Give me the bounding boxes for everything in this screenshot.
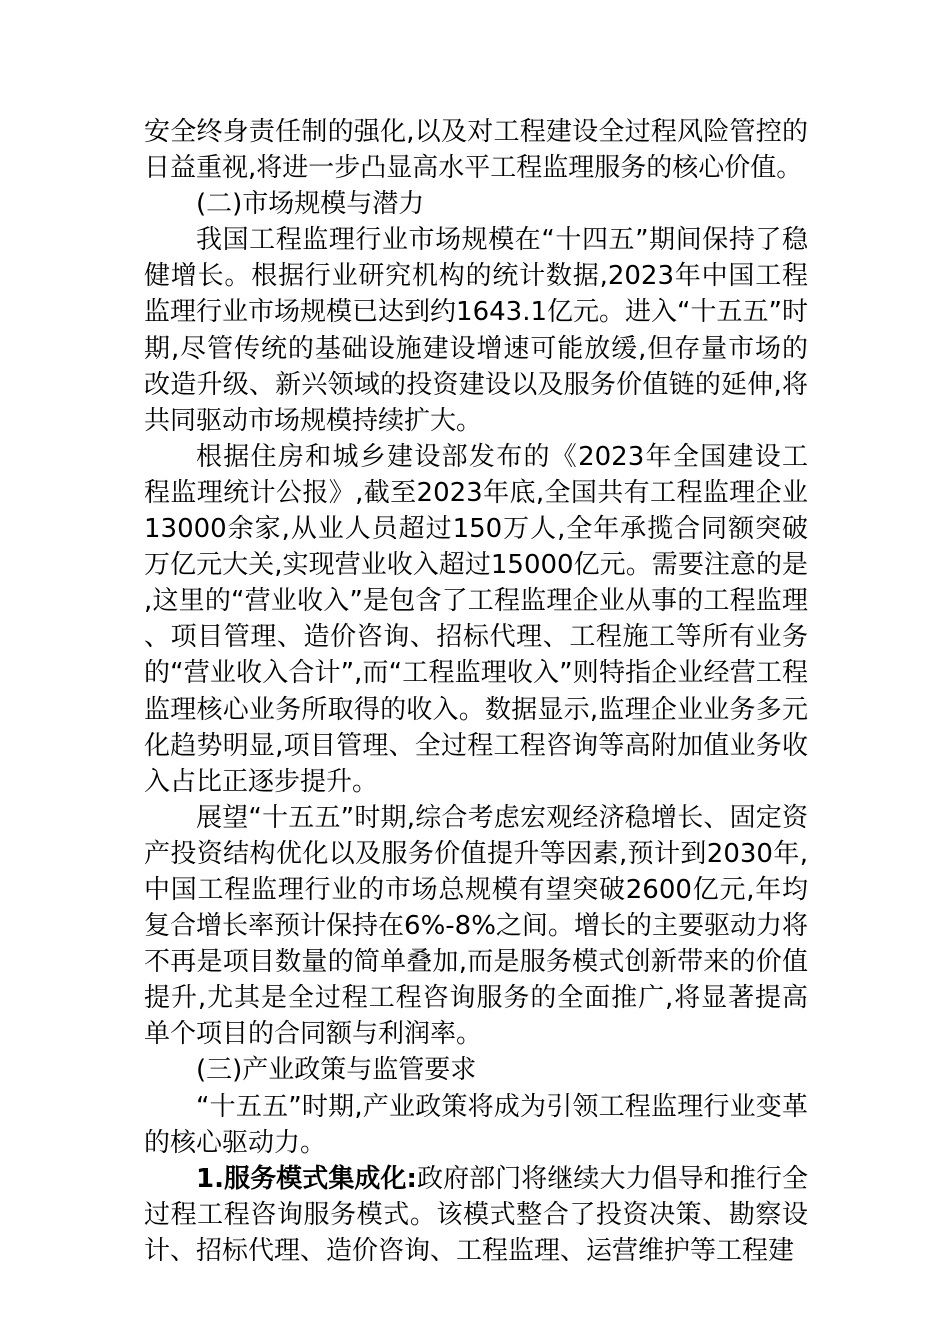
paragraph-service-integration bbox=[144, 1161, 808, 1269]
paragraph-policy-intro: “十五五”时期,产业政策将成为引领工程监理行业变革的核心驱动力。 bbox=[144, 1091, 808, 1158]
paragraph-outlook: 展望“十五五”时期,综合考虑宏观经济稳增长、固定资产投资结构优化以及服务价值提升等因素,预计到2030年,中国工程监理行业的市场总规模有望突破2600亿元,年均复合增长率预计保持在6%-8%之间。增长的主要驱动力将不再是项目数量的简单叠加,而是服务模式创新带来的价值提升,尤其是全过程工程咨询服务的全面推广,将显著提高单个项目的合同额与利润率。 bbox=[144, 802, 808, 1050]
section-heading-market-scale: (二)市场规模与潜力 bbox=[196, 189, 425, 220]
paragraph-continuation: 安全终身责任制的强化,以及对工程建设全过程风险管控的日益重视,将进一步凸显高水平工程监理服务的核心价值。 bbox=[144, 117, 808, 184]
paragraph-statistics-bulletin: 根据住房和城乡建设部发布的《2023年全国建设工程监理统计公报》,截至2023年底,全国共有工程监理企业13000余家,从业人员超过150万人,全年承揽合同额突破万亿元大关,实现营业收入超过15000亿元。需要注意的是,这里的“营业收入”是包含了工程监理企业从事的工程监理、项目管理、造价咨询、招标代理、工程施工等所有业务的“营业收入合计”,而“工程监理收入”则特指企业经营工程监理核心业务所取得的收入。数据显示,监理企业业务多元化趋势明显,项目管理、全过程工程咨询等高附加值业务收入占比正逐步提升。 bbox=[144, 441, 808, 797]
point-lead-service-integration: 1.服务模式集成化: bbox=[196, 1163, 417, 1194]
document-body bbox=[144, 114, 808, 1269]
section-heading-policy: (三)产业政策与监管要求 bbox=[196, 1055, 477, 1086]
point-body-service-integration: 政府部门将继续大力倡导和推行全过程工程咨询服务模式。该模式整合了投资决策、勘察设计、招标代理、造价咨询、工程监理、运营维护等工程建 bbox=[144, 1163, 808, 1266]
paragraph-market-scale: 我国工程监理行业市场规模在“十四五”期间保持了稳健增长。根据行业研究机构的统计数据,2023年中国工程监理行业市场规模已达到约1643.1亿元。进入“十五五”时期,尽管传统的基础设施建设增速可能放缓,但存量市场的改造升级、新兴领域的投资建设以及服务价值链的延伸,将共同驱动市场规模持续扩大。 bbox=[144, 225, 808, 436]
